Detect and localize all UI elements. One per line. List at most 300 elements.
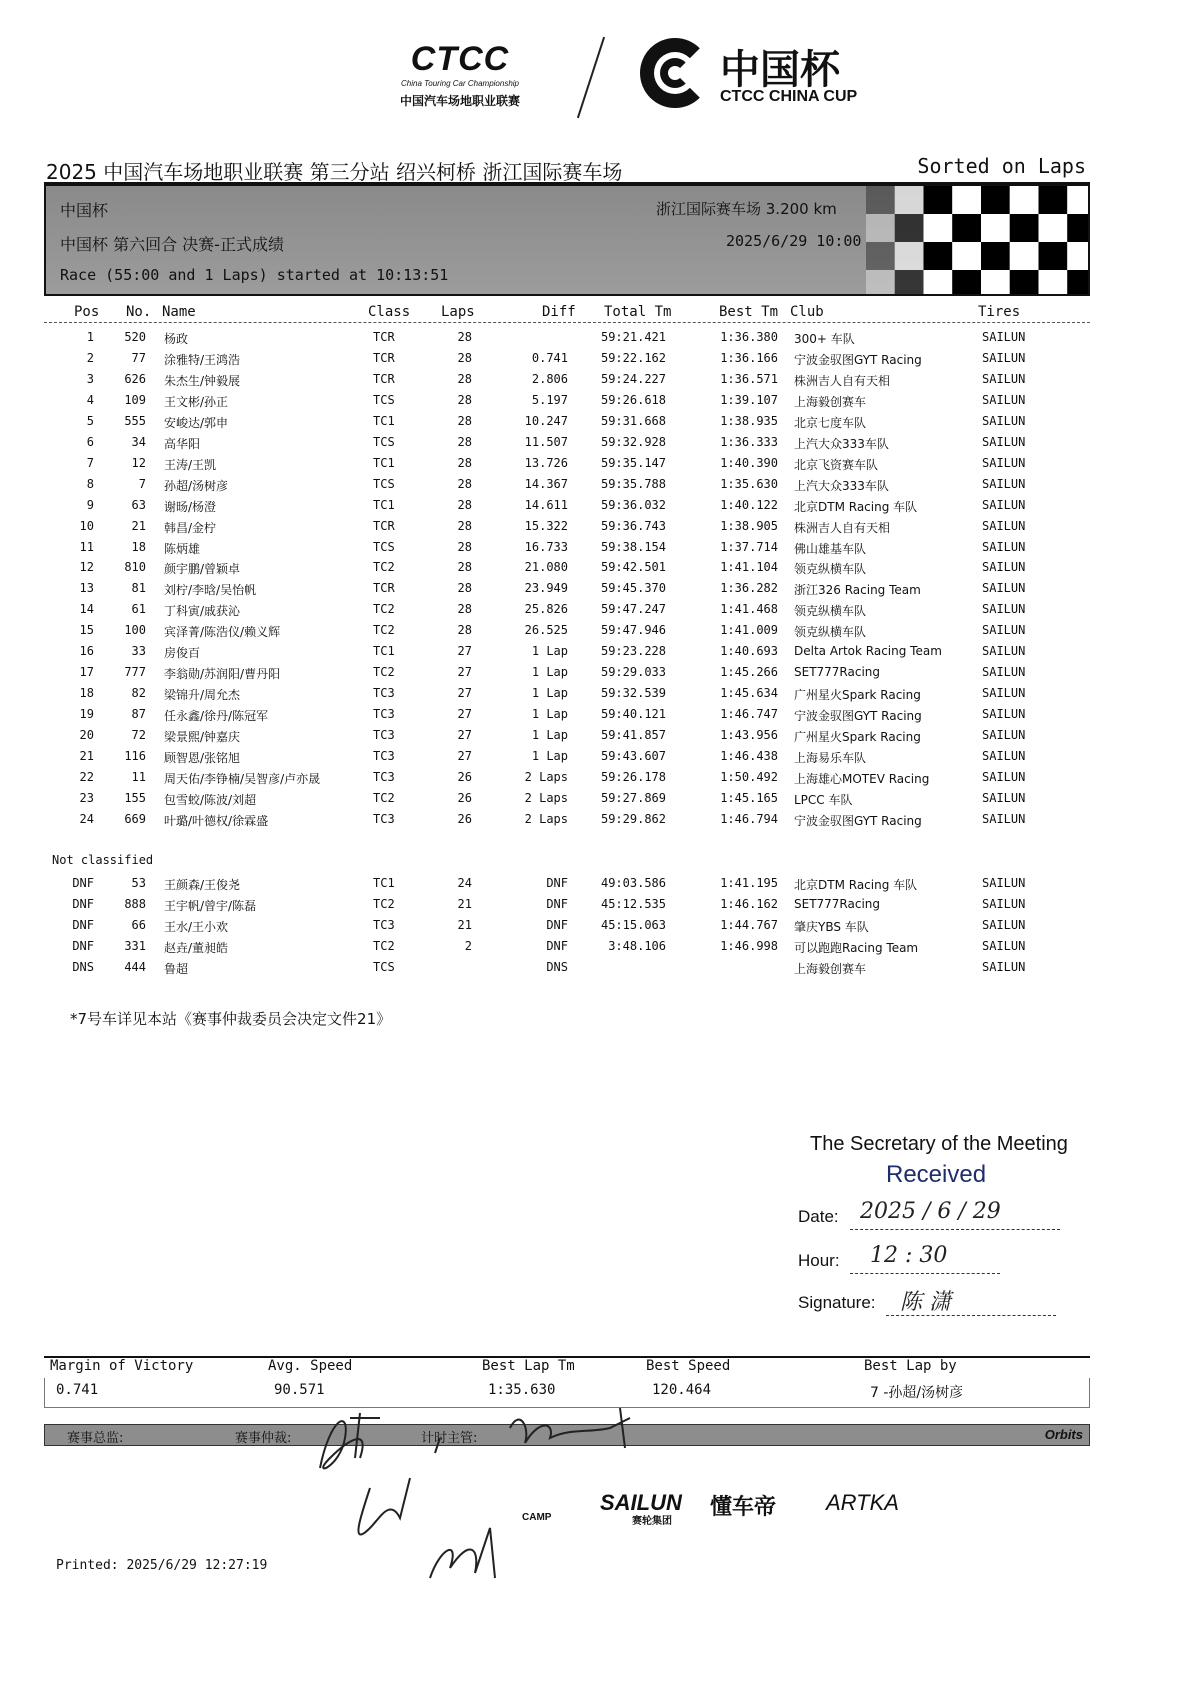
- cell-class: TC3: [373, 686, 395, 701]
- cell-total: 3:48.106: [608, 938, 666, 953]
- cell-name: 颜宇鹏/曾颖卓: [164, 562, 241, 577]
- cell-total: 59:29.033: [600, 665, 666, 680]
- cell-total: 59:35.788: [600, 476, 666, 491]
- cell-best: 1:45.634: [720, 686, 778, 701]
- avg-speed-value: 90.571: [274, 1382, 325, 1398]
- china-cup-logo-en: CTCC CHINA CUP: [720, 88, 858, 105]
- sailun-logo-cn: 赛轮集团: [632, 1516, 672, 1527]
- cell-best: 1:40.693: [720, 644, 778, 659]
- cell-club: 广州星火Spark Racing: [794, 688, 921, 703]
- cell-tires: SAILUN: [982, 917, 1026, 932]
- cell-no: 7: [138, 476, 146, 491]
- cell-diff: 13.726: [524, 455, 568, 470]
- series-name: 中国杯: [60, 201, 109, 220]
- cell-total: 59:32.539: [600, 686, 666, 701]
- received-stamp: [790, 1125, 1090, 1340]
- table-row: [0, 456, 1190, 477]
- cell-total: 59:27.869: [600, 790, 666, 805]
- cell-name: 王涛/王凯: [164, 457, 217, 472]
- checker-square: [1010, 214, 1039, 242]
- cell-pos: 7: [86, 455, 94, 470]
- header-rule: [44, 322, 1090, 323]
- cell-laps: 28: [457, 476, 472, 491]
- cell-class: TC3: [373, 769, 395, 784]
- cell-pos: 4: [86, 392, 94, 407]
- cell-tires: SAILUN: [982, 392, 1026, 407]
- cell-tires: SAILUN: [982, 560, 1026, 575]
- cell-class: TC2: [373, 790, 395, 805]
- checker-square: [895, 186, 924, 214]
- cell-class: TC3: [373, 707, 395, 722]
- table-row: [0, 435, 1190, 456]
- cell-club: 上汽大众333车队: [794, 478, 889, 493]
- cell-tires: SAILUN: [982, 644, 1026, 659]
- cell-diff: 2 Laps: [524, 811, 568, 826]
- cell-diff: 14.367: [524, 476, 568, 491]
- cell-no: 888: [124, 896, 146, 911]
- cell-laps: 21: [457, 917, 472, 932]
- cell-best: 1:40.122: [720, 497, 778, 512]
- col-total: Total Tm: [604, 304, 672, 320]
- cell-tires: SAILUN: [982, 707, 1026, 722]
- cell-class: TC2: [373, 665, 395, 680]
- cell-club: 上海雄心MOTEV Racing: [794, 771, 930, 786]
- cell-total: 59:29.862: [600, 811, 666, 826]
- cell-no: 12: [131, 455, 146, 470]
- cell-laps: 26: [457, 790, 472, 805]
- cell-laps: 28: [457, 497, 472, 512]
- cell-class: TC1: [373, 413, 395, 428]
- cell-class: TC2: [373, 602, 395, 617]
- table-row: [0, 644, 1190, 665]
- cell-club: 浙江326 Racing Team: [794, 583, 921, 598]
- cell-total: 59:43.607: [600, 749, 666, 763]
- cell-laps: 27: [457, 728, 472, 743]
- stamp-signature-label: Signature:: [798, 1293, 876, 1312]
- margin-value: 0.741: [56, 1382, 99, 1398]
- logo-area: [0, 30, 1190, 125]
- table-row: [0, 665, 1190, 686]
- cell-class: TCR: [373, 350, 395, 365]
- table-row: [0, 939, 1190, 960]
- cell-name: 王宇帆/曾宇/陈磊: [164, 898, 257, 913]
- cell-pos: 2: [86, 350, 94, 365]
- cell-diff: 0.741: [531, 350, 568, 365]
- avg-speed-label: Avg. Speed: [268, 1358, 353, 1374]
- cell-total: 49:03.586: [600, 876, 666, 890]
- cell-tires: SAILUN: [982, 686, 1026, 701]
- cell-best: 1:36.380: [720, 330, 778, 344]
- ctcc-logo-cn: 中国汽车场地职业联赛: [399, 94, 520, 108]
- cell-no: 53: [131, 876, 146, 890]
- cell-class: TC3: [373, 917, 395, 932]
- cell-pos: 15: [79, 623, 94, 638]
- stamp-hour-value: 12 : 30: [870, 1243, 948, 1268]
- cell-no: 66: [131, 917, 146, 932]
- cell-name: 赵垚/董昶皓: [164, 940, 229, 955]
- cell-class: TCR: [373, 518, 395, 533]
- cell-class: TCR: [373, 371, 395, 386]
- cell-tires: SAILUN: [982, 581, 1026, 596]
- cell-tires: SAILUN: [982, 539, 1026, 554]
- cell-name: 丁科寅/戚获沁: [164, 604, 241, 619]
- table-row: [0, 581, 1190, 602]
- checker-square: [952, 270, 981, 296]
- cell-pos: 19: [79, 707, 94, 722]
- cell-total: 59:38.154: [600, 539, 666, 554]
- col-name: Name: [162, 304, 196, 320]
- cell-no: 109: [124, 392, 146, 407]
- cell-best: 1:36.333: [720, 434, 778, 449]
- best-lap-label: Best Lap Tm: [482, 1358, 575, 1374]
- cell-no: 21: [131, 518, 146, 533]
- table-row: [0, 812, 1190, 833]
- cell-club: 可以跑跑Racing Team: [794, 940, 919, 955]
- cell-diff: 23.949: [524, 581, 568, 596]
- cell-name: 顾智恩/张铭旭: [164, 751, 241, 765]
- table-row: [0, 519, 1190, 540]
- cell-pos: 21: [79, 749, 94, 763]
- cell-best: 1:36.571: [720, 371, 778, 386]
- checker-square: [924, 242, 953, 270]
- cell-best: 1:35.630: [720, 476, 778, 491]
- cell-laps: 28: [457, 455, 472, 470]
- cell-pos: 11: [79, 539, 94, 554]
- cell-total: 59:36.743: [600, 518, 666, 533]
- checker-square: [895, 214, 924, 242]
- cell-no: 11: [131, 769, 146, 784]
- cell-diff: DNS: [546, 959, 568, 974]
- cell-name: 安峻达/郭申: [164, 415, 229, 430]
- cell-best: 1:37.714: [720, 539, 778, 554]
- cell-class: TCS: [373, 434, 395, 449]
- logo-divider: [577, 37, 605, 118]
- cell-club: 上海毅创赛车: [794, 394, 867, 409]
- cell-class: TC2: [373, 896, 395, 911]
- cell-laps: 28: [457, 330, 472, 344]
- cell-total: 59:47.946: [600, 623, 666, 638]
- cell-diff: 1 Lap: [531, 686, 568, 701]
- cell-best: 1:50.492: [720, 769, 778, 784]
- checker-square: [895, 242, 924, 270]
- cell-club: 佛山雄基车队: [794, 541, 867, 556]
- table-row: [0, 707, 1190, 728]
- cell-class: TCR: [373, 330, 395, 344]
- table-row: [0, 393, 1190, 414]
- sponsor-bar: [520, 1486, 960, 1526]
- cell-diff: 2 Laps: [524, 769, 568, 784]
- checker-square: [1067, 214, 1090, 242]
- cell-class: TCR: [373, 581, 395, 596]
- cell-no: 520: [124, 330, 146, 344]
- cell-tires: SAILUN: [982, 623, 1026, 638]
- race-info: Race (55:00 and 1 Laps) started at 10:13:51: [60, 266, 449, 284]
- cell-total: 59:32.928: [600, 434, 666, 449]
- cell-club: 肇庆YBS 车队: [794, 919, 869, 934]
- cell-no: 626: [124, 371, 146, 386]
- cell-no: 77: [131, 350, 146, 365]
- cell-total: 59:24.227: [600, 371, 666, 386]
- signature-stroke-5: [510, 1408, 630, 1448]
- checker-square: [924, 214, 953, 242]
- cell-laps: 27: [457, 644, 472, 659]
- checker-square: [1010, 270, 1039, 296]
- cell-no: 61: [131, 602, 146, 617]
- cell-total: 59:47.247: [600, 602, 666, 617]
- cell-no: 33: [131, 644, 146, 659]
- cell-club: 领克纵横车队: [794, 562, 867, 577]
- cell-tires: SAILUN: [982, 602, 1026, 617]
- cell-tires: SAILUN: [982, 728, 1026, 743]
- checker-square: [1010, 242, 1039, 270]
- cell-total: 59:26.618: [600, 392, 666, 407]
- cell-best: 1:39.107: [720, 392, 778, 407]
- cell-name: 谢旸/杨澄: [164, 499, 217, 514]
- cell-total: 45:12.535: [600, 896, 666, 911]
- cell-no: 810: [124, 560, 146, 575]
- cell-club: 300+ 车队: [794, 332, 855, 346]
- cell-tires: SAILUN: [982, 350, 1026, 365]
- signature-stroke-2: [350, 1413, 380, 1458]
- cell-pos: 17: [79, 665, 94, 680]
- cell-club: 北京DTM Racing 车队: [794, 878, 918, 892]
- cell-name: 王水/王小欢: [164, 919, 229, 934]
- cell-pos: 12: [79, 560, 94, 575]
- cell-best: 1:41.104: [720, 560, 778, 575]
- cell-tires: SAILUN: [982, 330, 1026, 344]
- cell-diff: 15.322: [524, 518, 568, 533]
- cell-total: 59:26.178: [600, 769, 666, 784]
- checker-square: [952, 214, 981, 242]
- cell-name: 王颜森/王俊尧: [164, 878, 241, 892]
- cell-club: SET777Racing: [794, 896, 881, 911]
- checker-square: [981, 214, 1010, 242]
- cell-club: 宁波金驭图GYT Racing: [794, 813, 922, 828]
- orbits-brand: Orbits: [1044, 1427, 1083, 1442]
- checker-square: [1067, 270, 1090, 296]
- table-row: [0, 918, 1190, 939]
- cell-laps: 21: [457, 896, 472, 911]
- cell-pos: 5: [86, 413, 94, 428]
- cell-no: 87: [131, 707, 146, 722]
- cell-laps: 27: [457, 665, 472, 680]
- sailun-logo: SAILUN: [600, 1490, 682, 1515]
- dongchedi-logo: 懂车帝: [710, 1495, 777, 1520]
- table-row: [0, 770, 1190, 791]
- camp-logo: CAMP: [522, 1512, 552, 1523]
- cell-best: 1:41.009: [720, 623, 778, 638]
- cell-no: 444: [124, 959, 146, 974]
- cell-club: 北京飞资赛车队: [794, 457, 879, 472]
- best-lap-by-value: 7 -孙超/汤树彦: [870, 1385, 964, 1401]
- checker-square: [952, 242, 981, 270]
- cell-club: 宁波金驭图GYT Racing: [794, 352, 922, 367]
- col-no: No.: [126, 304, 152, 320]
- cell-no: 155: [124, 790, 146, 805]
- cell-name: 涂雅特/王鸿浩: [164, 352, 241, 367]
- china-cup-logo: [640, 38, 880, 118]
- cell-club: LPCC 车队: [794, 792, 853, 807]
- best-speed-label: Best Speed: [646, 1358, 731, 1374]
- table-row: [0, 477, 1190, 498]
- printed-timestamp: Printed: 2025/6/29 12:27:19: [56, 1558, 268, 1573]
- cell-tires: SAILUN: [982, 434, 1026, 449]
- cell-diff: 26.525: [524, 623, 568, 638]
- table-row: [0, 728, 1190, 749]
- cell-total: 59:36.032: [600, 497, 666, 512]
- cell-total: 59:41.857: [600, 728, 666, 743]
- cell-laps: 2: [464, 938, 472, 953]
- cell-name: 梁景熙/钟嘉庆: [164, 730, 241, 745]
- cell-name: 周天佑/李铮楠/吴智彦/卢亦晟: [164, 771, 321, 786]
- table-row: [0, 372, 1190, 393]
- checker-square: [952, 186, 981, 214]
- cell-best: 1:46.998: [720, 938, 778, 953]
- cell-name: 刘柠/李晗/吴怡帆: [164, 583, 257, 598]
- cell-tires: SAILUN: [982, 959, 1026, 974]
- cell-best: 1:43.956: [720, 728, 778, 743]
- cell-diff: 1 Lap: [531, 644, 568, 659]
- col-diff: Diff: [542, 304, 576, 320]
- cell-pos: 8: [86, 476, 94, 491]
- cell-name: 叶璐/叶德权/徐霖盛: [164, 813, 269, 828]
- cell-name: 杨政: [164, 332, 189, 346]
- cell-pos: 16: [79, 644, 94, 659]
- cell-diff: 14.611: [524, 497, 568, 512]
- checker-square: [1067, 242, 1090, 270]
- ctcc-logo-word: CTCC: [410, 40, 510, 78]
- cell-laps: 27: [457, 686, 472, 701]
- checker-square: [1039, 270, 1068, 296]
- cell-class: TC2: [373, 623, 395, 638]
- table-row: [0, 560, 1190, 581]
- col-laps: Laps: [441, 304, 475, 320]
- best-speed-value: 120.464: [652, 1382, 712, 1398]
- cell-tires: SAILUN: [982, 769, 1026, 784]
- checker-square: [981, 186, 1010, 214]
- cell-pos: 1: [86, 330, 94, 344]
- cell-club: 北京DTM Racing 车队: [794, 499, 918, 514]
- cell-diff: DNF: [546, 896, 568, 911]
- cell-total: 59:40.121: [600, 707, 666, 722]
- cell-class: TC1: [373, 876, 395, 890]
- cell-best: 1:46.794: [720, 811, 778, 826]
- steward-label: 赛事仲裁:: [235, 1431, 292, 1446]
- checker-square: [1039, 214, 1068, 242]
- cell-tires: SAILUN: [982, 518, 1026, 533]
- checker-square: [866, 242, 895, 270]
- cell-diff: 21.080: [524, 560, 568, 575]
- cell-best: 1:40.390: [720, 455, 778, 470]
- artka-logo: ARTKA: [826, 1490, 899, 1515]
- checker-square: [924, 270, 953, 296]
- cell-class: TC1: [373, 455, 395, 470]
- not-classified-label: Not classified: [52, 853, 154, 867]
- cell-no: 18: [131, 539, 146, 554]
- cell-diff: 25.826: [524, 602, 568, 617]
- cell-tires: SAILUN: [982, 811, 1026, 826]
- cell-name: 李翁勋/苏润阳/曹丹阳: [164, 667, 281, 682]
- cell-name: 朱杰生/钟毅展: [164, 373, 241, 388]
- cell-best: 1:38.935: [720, 413, 778, 428]
- cell-class: TC3: [373, 811, 395, 826]
- checker-square: [1067, 186, 1090, 214]
- cell-diff: 1 Lap: [531, 707, 568, 722]
- cell-pos: 9: [86, 497, 94, 512]
- cell-diff: 2.806: [531, 371, 568, 386]
- cell-laps: 28: [457, 518, 472, 533]
- cell-laps: 28: [457, 350, 472, 365]
- cell-club: 领克纵横车队: [794, 604, 867, 619]
- cell-laps: 24: [457, 876, 472, 890]
- cell-diff: DNF: [546, 917, 568, 932]
- cell-pos: 24: [79, 811, 94, 826]
- table-row: [0, 602, 1190, 623]
- cell-best: 1:45.165: [720, 790, 778, 805]
- stamp-hour-line: [850, 1273, 1000, 1274]
- table-row: [0, 623, 1190, 644]
- table-row: [0, 330, 1190, 351]
- cell-no: 669: [124, 811, 146, 826]
- cell-pos: 6: [86, 434, 94, 449]
- cell-pos: DNF: [72, 938, 94, 953]
- cell-laps: 28: [457, 581, 472, 596]
- table-row: [0, 960, 1190, 981]
- cell-best: 1:46.162: [720, 896, 778, 911]
- cell-no: 81: [131, 581, 146, 596]
- cell-best: 1:46.438: [720, 749, 778, 763]
- cell-club: 上海易乐车队: [794, 751, 867, 765]
- stamp-received: Received: [886, 1161, 987, 1188]
- cell-laps: 28: [457, 434, 472, 449]
- checker-square: [866, 214, 895, 242]
- cell-laps: 27: [457, 749, 472, 763]
- cell-tires: SAILUN: [982, 497, 1026, 512]
- cell-name: 鲁超: [164, 961, 189, 976]
- table-row: [0, 791, 1190, 812]
- cell-club: 北京七度车队: [794, 415, 867, 430]
- cell-no: 100: [124, 623, 146, 638]
- sort-label: Sorted on Laps: [917, 154, 1086, 178]
- cell-no: 72: [131, 728, 146, 743]
- cell-total: 59:23.228: [600, 644, 666, 659]
- cell-name: 梁锦升/周允杰: [164, 688, 241, 703]
- signature-stroke-4: [435, 1438, 440, 1453]
- table-row: [0, 686, 1190, 707]
- cell-laps: 28: [457, 623, 472, 638]
- cell-pos: 3: [86, 371, 94, 386]
- cell-best: 1:44.767: [720, 917, 778, 932]
- cell-diff: 5.197: [531, 392, 568, 407]
- cell-class: TC1: [373, 644, 395, 659]
- checker-square: [866, 186, 895, 214]
- cell-diff: DNF: [546, 938, 568, 953]
- checkered-flag-icon: [866, 186, 1090, 296]
- cell-best: 1:36.282: [720, 581, 778, 596]
- cell-laps: 28: [457, 560, 472, 575]
- cell-best: 1:46.747: [720, 707, 778, 722]
- cell-total: 59:21.421: [600, 330, 666, 344]
- cell-laps: 28: [457, 413, 472, 428]
- table-row: [0, 876, 1190, 897]
- cell-club: 上汽大众333车队: [794, 436, 889, 451]
- cell-name: 任永鑫/徐丹/陈冠军: [164, 709, 269, 724]
- cell-name: 房俊百: [164, 646, 201, 661]
- event-title: 2025 中国汽车场地职业联赛 第三分站 绍兴柯桥 浙江国际赛车场: [46, 160, 623, 184]
- session-name: 中国杯 第六回合 决赛-正式成绩: [60, 235, 284, 254]
- cell-name: 陈炳雄: [164, 541, 201, 556]
- cell-total: 59:31.668: [600, 413, 666, 428]
